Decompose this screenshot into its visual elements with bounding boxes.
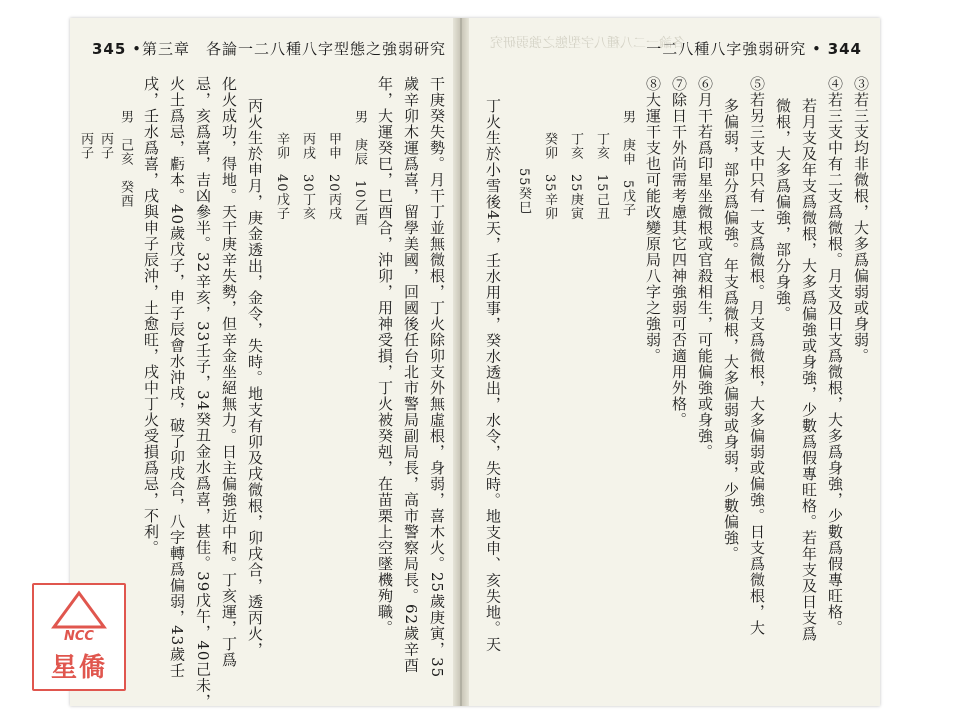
- left-column-3: 年，大運癸巳，巳酉合，沖卯，用神受損，丁火被癸剋，在苗栗上空墜機殉職。: [376, 76, 394, 636]
- right-column-9: ⑧大運干支也可能改變原局八字之強弱。: [644, 76, 662, 364]
- right-page-show-through-header: 各論一二八種八字型態之強弱研究: [490, 36, 686, 51]
- right-column-5: ⑤若另三支中只有一支爲微根。月支爲微根，大多偏弱或偏強。日支爲微根，大: [748, 76, 766, 636]
- left-column-8: 丙火生於申月，庚金透出，金令，失時。地支有卯及戌微根，卯戌合，透丙火，: [246, 98, 264, 658]
- left-page-header: [92, 38, 446, 59]
- left-chart-row-3: 丙戌 30丁亥: [300, 132, 315, 221]
- logo-latin-text: NCC: [64, 629, 94, 644]
- right-chart-row-2: 丁亥 15己丑: [594, 132, 609, 221]
- left-column-10: 忌，亥爲喜，吉凶參半。32辛亥，33壬子，34癸丑金水爲喜，甚佳。39戊午，40己未，: [194, 76, 212, 710]
- left-chart2-row-1: 男 己亥 癸酉: [118, 110, 133, 208]
- left-chart-row-1: 男 庚辰 10乙酉: [352, 110, 367, 227]
- left-column-9: 化火成功，得地。天干庚辛失勢，但辛金坐絕無力。日主偏強近中和。丁亥運，丁爲: [220, 76, 238, 668]
- left-page: [70, 18, 456, 710]
- right-page: [468, 18, 880, 706]
- left-column-1: 干庚癸失勢。月干丁並無微根，丁火除卯支外無虛根，身弱，喜木火。25歲庚寅，35: [428, 76, 446, 679]
- left-column-2: 歲辛卯木運爲喜，留學美國，回國後任台北市警局副局長，高市警察局長。62歲辛酉: [402, 76, 420, 674]
- right-column-6: 多偏弱，部分爲偏強。年支爲微根，大多偏弱或身弱，少數偏強。: [722, 98, 740, 562]
- open-book: [70, 18, 880, 710]
- right-page-title: 一二八種八字強弱研究 •: [646, 40, 822, 58]
- left-page-number: 345: [92, 40, 127, 58]
- right-column-7: ⑥月干若爲印星坐微根或官殺相生，可能偏強或身強。: [696, 76, 714, 460]
- right-page-number: 344: [827, 40, 862, 58]
- right-column-3: 若月支及年支爲微根，大多爲偏強或身強，少數爲假專旺格。若年支及日支爲: [800, 98, 818, 642]
- ncc-logo: [32, 583, 126, 691]
- right-chart-row-5: 55癸巳: [516, 168, 531, 215]
- right-chart-row-3: 丁亥 25庚寅: [568, 132, 583, 221]
- left-chart-row-2: 甲申 20丙戌: [326, 132, 341, 221]
- right-column-15: 丁火生於小雪後4天，壬水用事，癸水透出，水令，失時。地支申、亥失地。天: [484, 98, 502, 653]
- left-column-12: 戌，壬水爲喜，戌與申子辰沖，土愈旺，戌中丁火受損爲忌，不利。: [142, 76, 160, 556]
- left-chart-row-4: 辛卯 40戊子: [274, 132, 289, 221]
- right-page-header: [646, 38, 862, 59]
- left-page-title: •第三章 各論一二八種八字型態之強弱研究: [132, 40, 446, 58]
- right-chart-row-1: 男 庚申 5戊子: [620, 110, 635, 218]
- left-chart2-row-3: 丙子: [78, 132, 93, 160]
- right-column-2: ④若三支中有二支爲微根。月支及日支爲微根，大多爲身強，少數爲假專旺格。: [826, 76, 844, 636]
- logo-chinese-text: 星僑: [50, 653, 107, 683]
- right-chart-row-4: 癸卯 35辛卯: [542, 132, 557, 221]
- right-column-4: 微根，大多爲偏強，部分身強。: [774, 98, 792, 322]
- left-chart2-row-2: 丙子: [98, 132, 113, 160]
- left-column-11: 火土爲忌，虧本。40歲戊子，申子辰會水沖戌，破了卯戌合，八字轉爲偏弱，43歲壬: [168, 76, 186, 679]
- right-column-1: ③若三支均非微根，大多爲偏弱或身弱。: [852, 76, 870, 364]
- right-column-8: ⑦除日干外尚需考慮其它四神強弱可否適用外格。: [670, 76, 688, 428]
